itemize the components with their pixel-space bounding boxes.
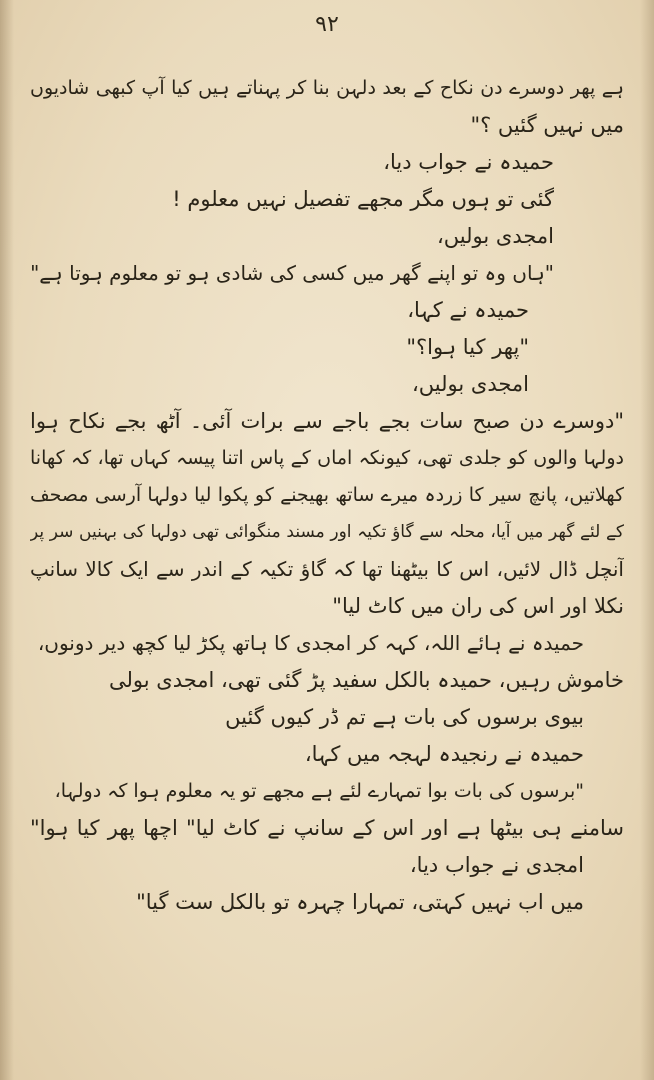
text-line: "دوسرے دن صبح سات بجے باجے سے برات آئی۔ آٹھ بجے نکاح ہوا [30,409,624,433]
text-line: امجدی بولیں، [412,372,529,396]
text-line: کھلاتیں، پانچ سیر کا زردہ میرے ساتھ بھیجنے کو پکوا لیا دولہا آرسی مصحف [30,484,624,506]
text-line: خاموش رہیں، حمیدہ بالکل سفید پڑ گئی تھی، امجدی بولی [108,668,624,692]
page-text [30,70,624,1070]
text-line: "برسوں کی بات بوا تمہارے لئے ہے مجھے تو یہ معلوم ہوا کہ دولہا، [54,780,584,802]
text-line: سامنے ہی بیٹھا ہے اور اس کے سانپ نے کاٹ لیا" اچھا پھر کیا ہوا" [30,816,624,840]
text-line: حمیدہ نے جواب دیا، [383,150,554,174]
text-line: بیوی برسوں کی بات ہے تم ڈر کیوں گئیں [225,705,584,729]
text-line: حمیدہ نے کہا، [407,298,529,322]
text-line: آنچل ڈال لائیں، اس کا بیٹھنا تھا کہ گاؤ تکیہ کے اندر سے ایک کالا سانپ [30,557,624,581]
text-line: حمیدہ نے ہائے اللہ، کہہ کر امجدی کا ہاتھ پکڑ لیا کچھ دیر دونوں، [37,631,584,655]
text-line: امجدی نے جواب دیا، [409,853,584,877]
text-line: "پھر کیا ہوا؟" [406,335,529,359]
text-line: کے لئے گھر میں آیا، محلہ سے گاؤ تکیہ اور مسند منگوائی تھی دولہا کی بہنیں سر پر [30,522,624,542]
text-line: میں اب نہیں کہتی، تمہارا چہرہ تو بالکل ست گیا" [136,890,584,914]
text-line: میں نہیں گئیں ؟" [470,113,624,137]
text-line: "ہاں وہ تو اپنے گھر میں کسی کی شادی ہو تو معلوم ہوتا ہے" [30,261,554,285]
page-left-shadow [0,0,14,1080]
text-line: ہے پھر دوسرے دن نکاح کے بعد دلہن بنا کر پہناتے ہیں کیا آپ کبھی شادیوں [30,77,624,99]
text-line: دولہا والوں کو جلدی تھی، کیونکہ اماں کے پاس اتنا پیسہ کہاں تھا، کہ کھانا [30,447,624,469]
text-line: نکلا اور اس کی ران میں کاٹ لیا" [332,594,624,618]
text-line: امجدی بولیں، [437,224,554,248]
page-number: ۹۲ [315,12,339,37]
text-line: گئی تو ہوں مگر مجھے تفصیل نہیں معلوم ! [172,187,554,211]
text-line: حمیدہ نے رنجیدہ لہجہ میں کہا، [304,742,584,766]
page-right-shadow [640,0,654,1080]
